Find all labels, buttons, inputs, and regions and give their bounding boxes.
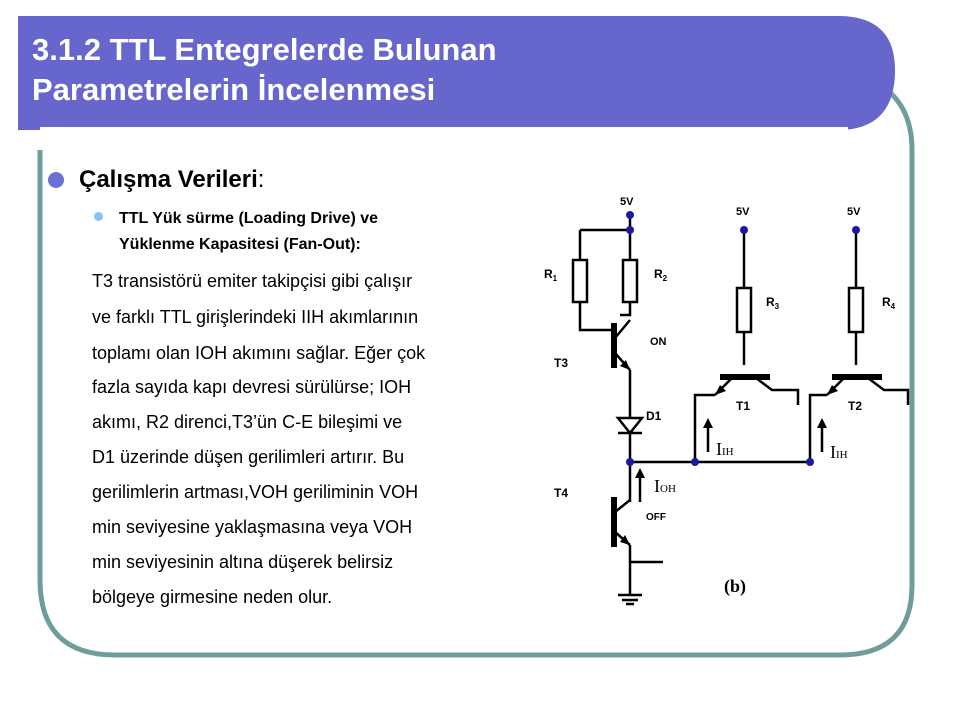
body-line-8: min seviyesine yaklaşmasına veya VOH [92,517,413,537]
main-heading: Çalışma Verileri [79,166,258,193]
resistor-r1 [573,260,587,302]
sub-bullet-line-2: Yüklenme Kapasitesi (Fan-Out): [119,236,361,253]
junction-dot [852,226,860,234]
wire-t1-emitter [695,395,810,462]
supply-label-1: 5V [620,196,634,208]
main-bullet [48,166,264,194]
junction-dot [626,211,634,219]
on-label: ON [650,336,667,348]
transistor-t2 [827,378,908,405]
body-line-3: toplamı olan IOH akımını sağlar. Eğer çok [92,343,426,363]
resistor-r4 [849,288,863,332]
r3-label: $R_3$ [766,295,780,311]
body-line-9: min seviyesinin altına düşerek belirsiz [92,552,394,572]
junction-dot [626,458,634,466]
r2-label: $R_2$ [654,267,668,283]
wire-t2-emitter [810,395,827,462]
body-line-2: ve farklı TTL girişlerindeki IIH akımlarının [92,307,419,327]
supply-label-2: 5V [736,206,750,218]
transistor-t1 [715,378,798,405]
supply-label-3: 5V [847,206,861,218]
t3-label: T3 [554,356,569,370]
iih2-arrowhead-icon [817,418,827,428]
ground-symbol [618,595,642,604]
r1-label: $R_1$ [544,267,558,283]
main-heading-colon: : [257,166,265,193]
iih-label-2: IIH [830,442,848,462]
title-line-1: 3.1.2 TTL Entegrelerde Bulunan [32,32,497,67]
sub-bullet-dot-icon [94,212,103,221]
junction-dot [806,458,814,466]
ioh-label: IOH [654,476,676,496]
junction-dot [626,226,634,234]
bullet-dot-icon [48,172,64,188]
t4-base-bar [611,497,617,547]
junction-dot [691,458,699,466]
t1-label: T1 [736,399,751,413]
title-line-2: Parametrelerin İncelenmesi [32,72,436,107]
body-line-4: fazla sayıda kapı devresi sürülürse; IOH [92,377,412,397]
junction-dot [740,226,748,234]
body-line-5: akımı, R2 direnci,T3’ün C-E bileşimi ve [92,412,403,432]
iih-label-1: IIH [716,439,734,459]
diode-d1 [618,418,642,433]
t2-label: T2 [848,399,863,413]
sub-bullet-text [119,206,378,258]
circuit-caption: (b) [724,576,746,596]
transistor-t4 [615,497,630,595]
body-line-7: gerilimlerin artması,VOH geriliminin VOH [92,482,419,502]
resistor-r2 [623,260,637,302]
body-line-6: D1 üzerinde düşen gerilimleri artırır. Bu [92,447,405,467]
transistor-t3 [615,320,630,370]
t2-base-bar [832,374,882,380]
sub-bullet [94,206,534,258]
ioh-arrowhead-icon [635,468,645,478]
d1-label: D1 [646,409,662,423]
iih1-arrowhead-icon [703,418,713,428]
body-line-1: T3 transistörü emiter takipçisi gibi çalışır [92,271,413,291]
t4-label: T4 [554,486,569,500]
slide-title [32,30,852,110]
body-line-10: bölgeye girmesine neden olur. [92,587,333,607]
r4-label: $R_4$ [882,295,896,311]
wire-r1 [580,230,615,330]
circuit-diagram [540,190,920,615]
t1-base-bar [720,374,770,380]
sub-bullet-line-1: TTL Yük sürme (Loading Drive) ve [119,210,379,227]
title-underline [40,127,848,132]
t3-base-bar [611,323,617,368]
resistor-r3 [737,288,751,332]
off-label: OFF [646,512,666,523]
